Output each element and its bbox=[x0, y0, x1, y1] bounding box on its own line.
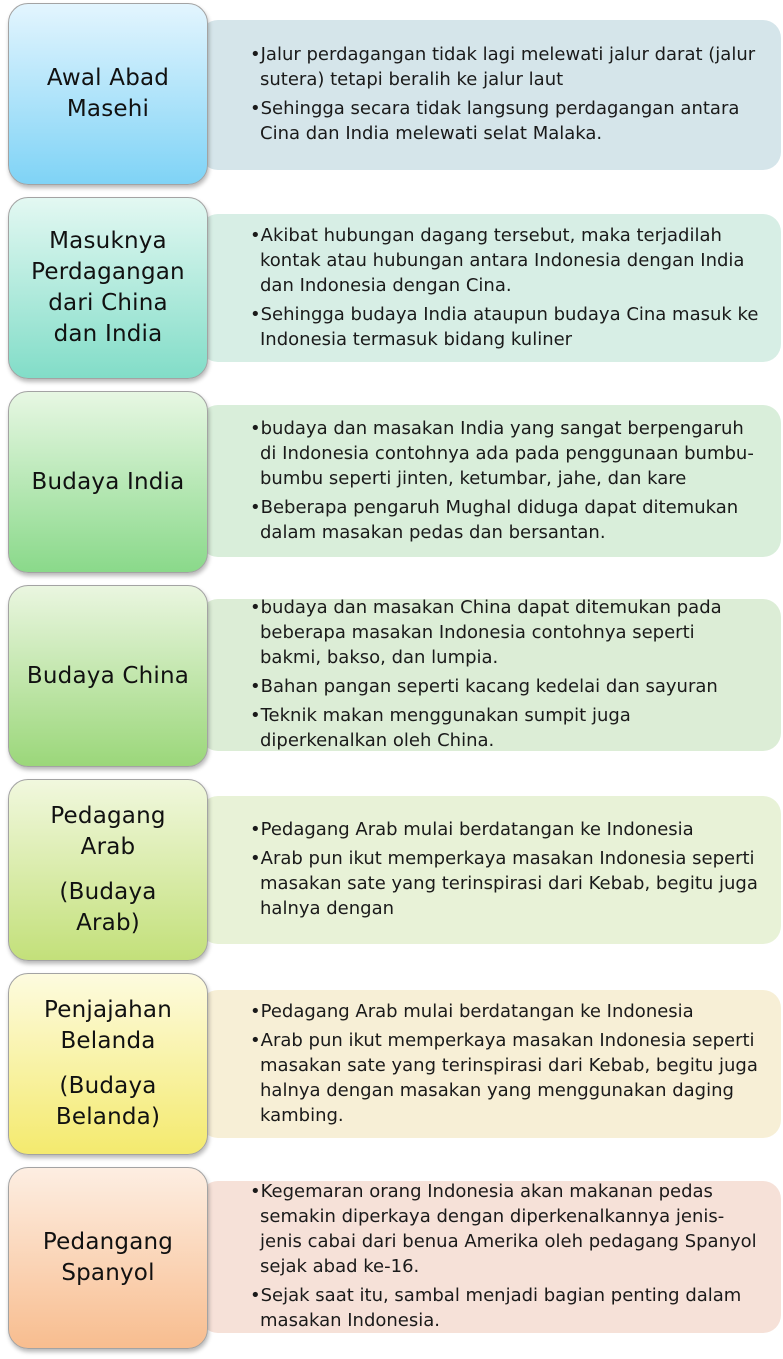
description-bullet: • Jalur perdagangan tidak lagi melewati jalur darat (jalur sutera) tetapi beralih ke jalur laut bbox=[250, 42, 761, 92]
stage-label-line: Masehi bbox=[66, 96, 150, 122]
description-bullet: • budaya dan masakan India yang sangat berpengaruh di Indonesia contohnya ada pada penggunaan bumbu-bumbu seperti jinten, ketumbar, jahe, dan kare bbox=[250, 416, 761, 491]
stage-label-line: Masuknya bbox=[49, 228, 167, 254]
description-panel bbox=[200, 20, 781, 170]
description-bullet: • Sehingga budaya India ataupun budaya Cina masuk ke Indonesia termasuk bidang kuliner bbox=[250, 302, 761, 352]
stage-label-line: Spanyol bbox=[61, 1260, 155, 1286]
row-awal-abad-masehi bbox=[0, 0, 783, 190]
row-penjajahan-belanda bbox=[0, 970, 783, 1160]
description-bullet: • Bahan pangan seperti kacang kedelai dan sayuran bbox=[250, 674, 761, 699]
description-bullet: • budaya dan masakan China dapat ditemukan pada beberapa masakan Indonesia contohnya seperti bakmi, bakso, dan lumpia. bbox=[250, 595, 761, 670]
description-panel bbox=[200, 990, 781, 1138]
stage-label-box bbox=[8, 3, 208, 185]
stage-label-box bbox=[8, 585, 208, 767]
description-bullet: • Teknik makan menggunakan sumpit juga diperkenalkan oleh China. bbox=[250, 703, 761, 753]
description-bullet: • Pedagang Arab mulai berdatangan ke Indonesia bbox=[250, 817, 761, 842]
stage-sublabel-line: (Budaya bbox=[59, 879, 157, 905]
stage-sublabel-line: Belanda) bbox=[55, 1104, 161, 1130]
stage-sublabel-line: (Budaya bbox=[59, 1073, 157, 1099]
description-bullet: • Pedagang Arab mulai berdatangan ke Indonesia bbox=[250, 999, 761, 1024]
stage-label-box bbox=[8, 779, 208, 961]
stage-label-line: Pedagang bbox=[50, 803, 166, 829]
description-bullet: • Akibat hubungan dagang tersebut, maka terjadilah kontak atau hubungan antara Indonesia dengan India dan Indonesia dengan Cina. bbox=[250, 223, 761, 298]
row-budaya-china bbox=[0, 582, 783, 772]
stage-label-box bbox=[8, 197, 208, 379]
description-panel bbox=[200, 1181, 781, 1333]
description-panel bbox=[200, 405, 781, 557]
row-masuknya-perdagangan bbox=[0, 194, 783, 384]
row-budaya-india bbox=[0, 388, 783, 578]
stage-label-line: dari China bbox=[48, 290, 168, 316]
description-panel bbox=[200, 214, 781, 362]
stage-label-line: Penjajahan bbox=[44, 997, 172, 1023]
description-bullet: • Kegemaran orang Indonesia akan makanan pedas semakin diperkaya dengan diperkenalkannya jenis-jenis cabai dari benua Amerika oleh pedagang Spanyol sejak abad ke-16. bbox=[250, 1179, 761, 1279]
stage-label-line: Budaya China bbox=[26, 662, 190, 689]
description-bullet: • Sehingga secara tidak langsung perdagangan antara Cina dan India melewati selat Malaka. bbox=[250, 96, 761, 146]
description-panel bbox=[200, 796, 781, 944]
description-bullet: • Arab pun ikut memperkaya masakan Indonesia seperti masakan sate yang terinspirasi dari Kebab, begitu juga halnya dengan masakan yang menggunakan daging kambing. bbox=[250, 1028, 761, 1128]
stage-label-line: dan India bbox=[53, 321, 163, 347]
description-bullet: • Beberapa pengaruh Mughal diduga dapat ditemukan dalam masakan pedas dan bersantan. bbox=[250, 495, 761, 545]
stage-label-line: Perdagangan bbox=[31, 259, 185, 285]
stage-label-line: Pedangang bbox=[42, 1229, 174, 1255]
stage-label-box bbox=[8, 391, 208, 573]
description-bullet: • Arab pun ikut memperkaya masakan Indonesia seperti masakan sate yang terinspirasi dari Kebab, begitu juga halnya dengan bbox=[250, 846, 761, 921]
stage-label-line: Arab bbox=[80, 834, 136, 860]
stage-label-line: Belanda bbox=[60, 1028, 156, 1054]
stage-label-line: Awal Abad bbox=[46, 65, 170, 91]
stage-sublabel-line: Arab) bbox=[76, 910, 140, 936]
row-pedagang-spanyol bbox=[0, 1164, 783, 1354]
description-panel bbox=[200, 599, 781, 751]
description-bullet: • Sejak saat itu, sambal menjadi bagian penting dalam masakan Indonesia. bbox=[250, 1283, 761, 1333]
stage-label-box bbox=[8, 973, 208, 1155]
stage-label-box bbox=[8, 1167, 208, 1349]
stage-label-line: Budaya India bbox=[31, 468, 185, 495]
row-pedagang-arab bbox=[0, 776, 783, 966]
